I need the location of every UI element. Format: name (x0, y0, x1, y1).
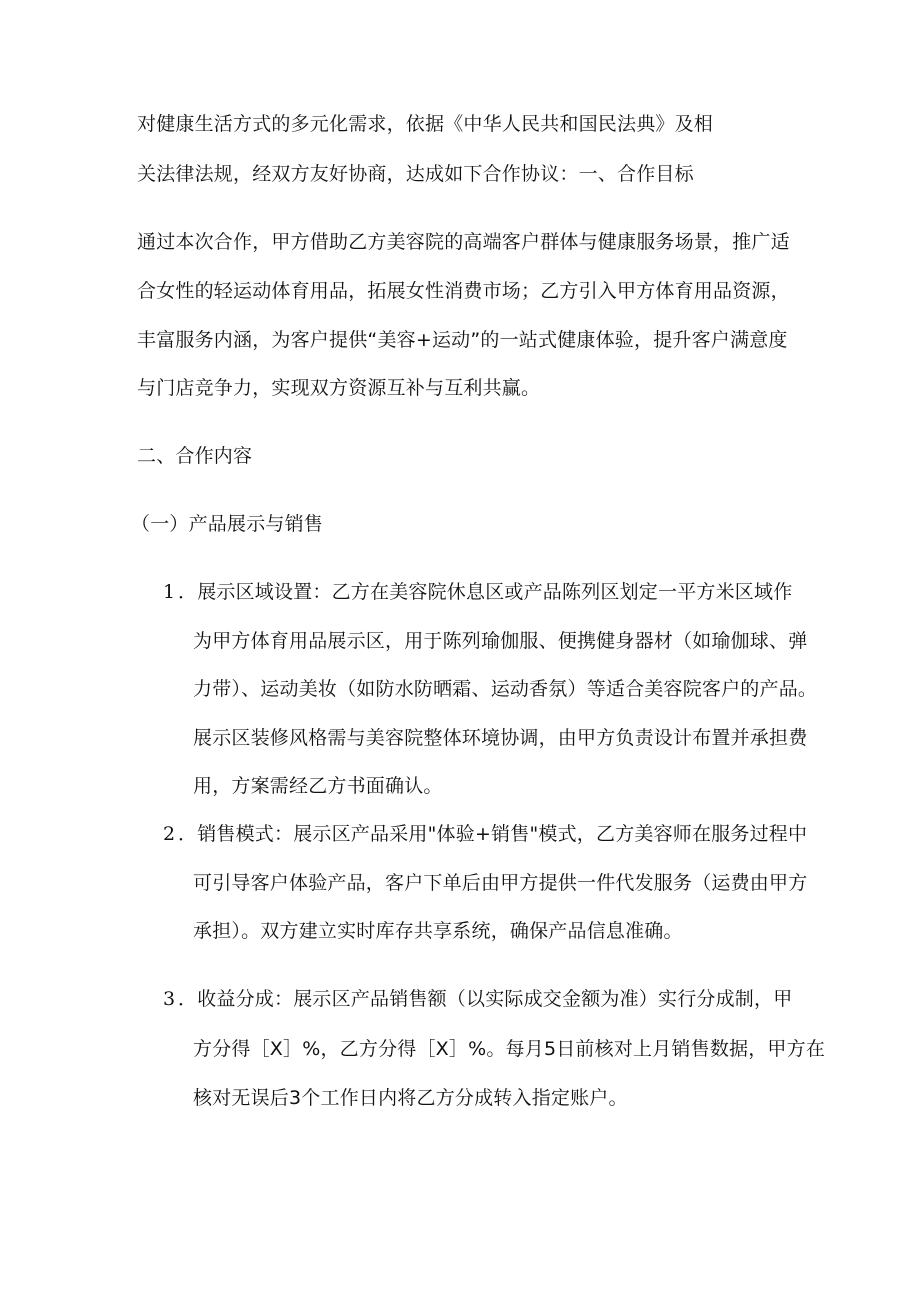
item-2-number: 2 (163, 823, 176, 845)
item-3-number: 3 (163, 988, 176, 1010)
item-3-line-1: ．收益分成：展示区产品销售额（以实际成交金额为准）实行分成制，甲 (178, 988, 793, 1010)
item-1-line-4: 展示区装修风格需与美容院整体环境协调，由甲方负责设计布置并承担费 (193, 727, 808, 749)
item-1-line-3: 力带）、运动美妆（如防水防晒霜、运动香氛）等适合美容院客户的产品。 (193, 678, 818, 700)
item-2-line-2: 可引导客户体验产品，客户下单后由甲方提供一件代发服务（运费由甲方 (193, 872, 808, 894)
item-1-line-5: 用，方案需经乙方书面确认。 (193, 775, 443, 797)
item-1-number: 1 (163, 581, 176, 603)
item-3-line-3: 核对无误后3个工作日内将乙方分成转入指定账户。 (193, 1087, 628, 1109)
goal-line-3: 丰富服务内涵，为客户提供“美容+运动”的一站式健康体验，提升客户满意度 (137, 329, 788, 351)
goal-line-4: 与门店竞争力，实现双方资源互补与互利共赢。 (137, 377, 541, 399)
item-2-line-3: 承担）。双方建立实时库存共享系统，确保产品信息准确。 (193, 920, 683, 942)
goal-line-2: 合女性的轻运动体育用品，拓展女性消费市场；乙方引入甲方体育用品资源， (137, 280, 790, 302)
item-1-line-2: 为甲方体育用品展示区，用于陈列瑜伽服、便携健身器材（如瑜伽球、弹 (193, 630, 808, 652)
goal-line-1: 通过本次合作，甲方借助乙方美容院的高端客户群体与健康服务场景，推广适 (137, 231, 790, 253)
intro-line-1: 对健康生活方式的多元化需求，依据《中华人民共和国民法典》及相 (137, 113, 714, 135)
subsection-heading: （一）产品展示与销售 (131, 513, 324, 535)
section-heading: 二、合作内容 (137, 445, 253, 467)
item-1-line-1: ．展示区域设置：乙方在美容院休息区或产品陈列区划定一平方米区域作 (178, 581, 793, 603)
intro-line-2: 关法律法规，经双方友好协商，达成如下合作协议：一、合作目标 (137, 163, 694, 185)
item-2-line-1: ．销售模式：展示区产品采用"体验+销售"模式，乙方美容师在服务过程中 (178, 823, 808, 845)
item-3-line-2: 方分得［X］%，乙方分得［X］%。每月5日前核对上月销售数据，甲方在 (193, 1038, 826, 1060)
